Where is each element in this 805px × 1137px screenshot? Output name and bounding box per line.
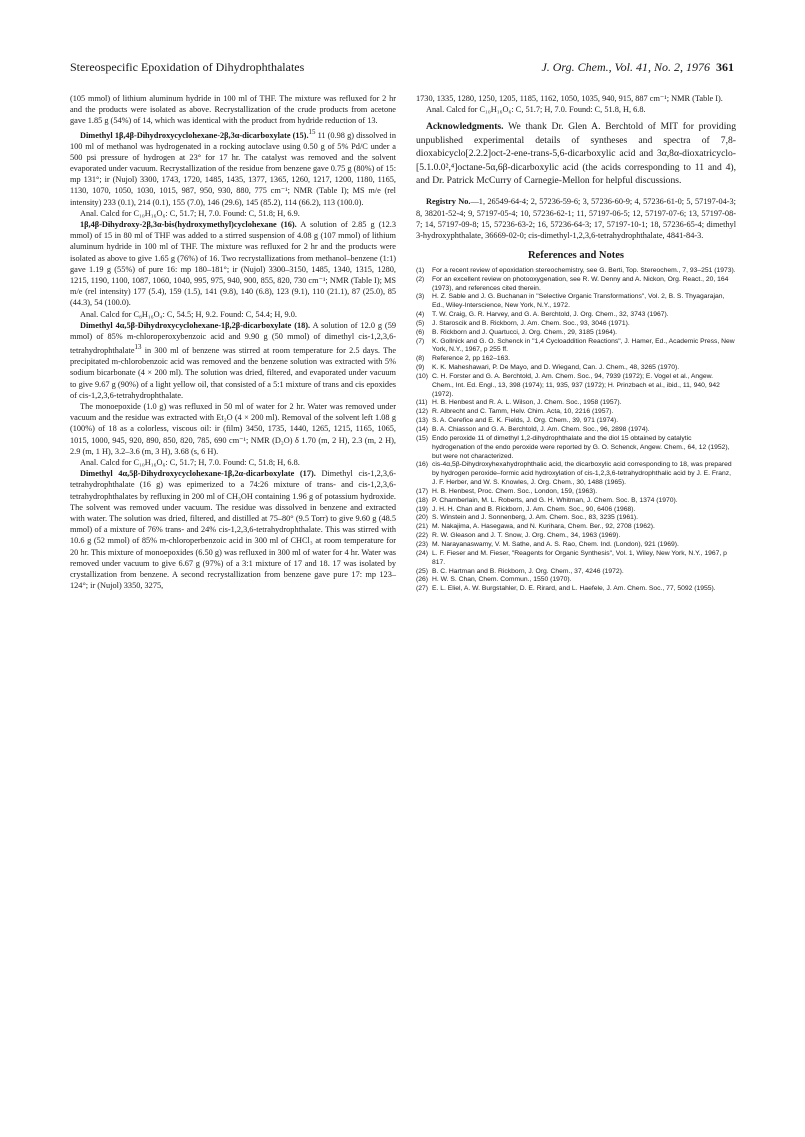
reference-number: (19): [416, 505, 429, 513]
reference-item: [416, 399, 736, 408]
running-title: Stereospecific Epoxidation of Dihydrophthalates: [70, 60, 305, 74]
references-title: References and Notes: [527, 249, 625, 261]
reference-number: (2): [416, 275, 425, 283]
reference-text: B. Rickborn and J. Quartucci, J. Org. Chem., 29, 3185 (1964).: [432, 328, 617, 336]
reference-number: (24): [416, 549, 429, 557]
acknowledgments-heading: Acknowledgments.: [426, 121, 504, 133]
reference-item: [416, 506, 736, 515]
reference-item: [416, 355, 736, 364]
text-compound-17: Dimethyl cis-1,2,3,6-tetrahydrophthalate (16 g) was epimerized to a 74:26 mixture of trans- and cis-1,2,3,6-tetrahydrophthalates by refluxing in 200 ml of CH₃OH containing 1.96 g of potassium hydroxide. The solvent was removed under vacuum. The residue was dissolved in benzene and extracted with water. The solution was dried, filtered, and distilled at 75–80° (9.5 Torr) to give 9.60 g (48.5 mmol) of a mixture of 76% trans- and 24% cis-1,2,3,6-tetrahydrophthalate. This was stirred with 10.6 g (52 mmol) of 85% m-chloroperbenzoic acid in 300 ml of CHCl₃ at room temperature for 20 hr. This mixture of monoepoxides (6.50 g) was refluxed in 300 ml of water for 4 hr. Water was removed under vacuum to give 6.67 g (97%) of a 3:1 mixture of 17 and 18. 17 was isolated by crystallization from benzene. A second recrystallization from benzene gave pure 17: mp 123–124°; ir (Nujol) 3350, 3275,: [70, 469, 397, 591]
reference-number: (16): [416, 461, 429, 469]
reference-item: [416, 523, 736, 532]
reference-number: (7): [416, 337, 425, 345]
reference-text: M. Narayanaswamy, V. M. Sathe, and A. S. Rao, Chem. Ind. (London), 921 (1969).: [432, 540, 679, 548]
reference-text: B. A. Chiasson and G. A. Berchtold, J. Am. Chem. Soc., 96, 2898 (1974).: [432, 426, 650, 433]
reference-item: [416, 276, 736, 294]
reference-text: K. K. Maheshawari, P. De Mayo, and D. Wiegand, Can. J. Chem., 48, 3265 (1970).: [432, 364, 680, 372]
reference-number: (14): [416, 426, 429, 433]
footnote-ref-15: 15: [308, 128, 316, 136]
reference-item: [416, 408, 736, 417]
reference-item: [416, 293, 736, 311]
reference-item: [416, 488, 736, 497]
reference-item: [416, 329, 736, 338]
reference-text: H. Z. Sable and J. G. Buchanan in "Selective Organic Transformations", Vol. 2, B. S. Thyagarajan, Ed., Wiley-Interscience, New York, N.Y., 1972.: [432, 293, 725, 310]
running-header: [70, 60, 734, 76]
text-compound-18-a: A solution of 12.0 g (59 mmol) of 85% m-chloroperoxybenzoic acid and 9.90 g (50 mmol) of dimethyl cis-1,2,3,6-tetrahydrophthalate: [70, 320, 396, 355]
text-compound-18-b: in 300 ml of benzene was stirred at room temperature for 2.5 days. The precipitated m-chlorobenzoic acid was removed and the benzene solution was extracted with 5% sodium bicarbonate (4 × 200 ml). The solution was dried, filtered, and evaporated under vacuum to give 9.67 g (90%) of a light yellow oil, that consisted of a 5:1 mixture of trans and cis epoxides of cis-1,2,3,6-tetrahydrophthalate.: [70, 346, 396, 400]
reference-item: [416, 435, 736, 462]
left-column: [70, 93, 396, 591]
reference-text: For a recent review of epoxidation stereochemistry, see G. Berti, Top. Stereochem., 7, 93–251 (1973).: [432, 266, 736, 274]
reference-number: (3): [416, 293, 425, 301]
right-column: [416, 93, 736, 594]
text-compound-15: 11 (0.98 g) dissolved in 100 ml of methanol was hydrogenated in a rocking autoclave using 0.50 g of 5% Pd/C under a 500 psi pressure of hydrogen at 23° for 17 hr. The catalyst was removed and the solvent evaporated under vacuum. Recrystallization of the residue from benzene gave 0.75 g (80%) of 15: mp 131°; ir (Nujol) 3300, 1743, 1720, 1485, 1435, 1377, 1365, 1260, 1217, 1200, 1180, 1165, 1130, 1070, 1050, 1030, 1015, 987, 950, 930, 880, 775 cm⁻¹; NMR (Table I); MS m/e (rel intensity) 233 (0.1), 214 (0.1), 155 (7.0), 146 (29.6), 145 (85.2), 114 (66.2), 113 (100.0).: [70, 130, 397, 207]
reference-text: S. Winstein and J. Sonnenberg, J. Am. Chem. Soc., 83, 3235 (1961).: [432, 514, 638, 522]
reference-number: (15): [416, 434, 429, 442]
heading-compound-16: 1β,4β-Dihydroxy-2β,3α-bis(hydroxymethyl)cyclohexane (16).: [80, 220, 297, 229]
reference-number: (5): [416, 319, 425, 327]
heading-compound-15: Dimethyl 1β,4β-Dihydroxycyclohexane-2β,3α-dicarboxylate (15).: [80, 130, 309, 140]
paragraph-compound-18: [70, 320, 396, 401]
references-list: [416, 267, 736, 594]
reference-item: [416, 373, 736, 400]
reference-item: [416, 585, 736, 594]
page-number: 361: [716, 60, 734, 74]
analysis-compound-18: Anal. Calcd for C₁₀H₁₆O₆: C, 51.7; H, 7.0. Found: C, 51.8; H, 6.8.: [80, 458, 300, 468]
reference-item: [416, 497, 736, 506]
reference-item: [416, 364, 736, 373]
reference-item: [416, 417, 736, 426]
reference-number: (10): [416, 372, 429, 380]
reference-text: L. F. Fieser and M. Fieser, "Reagents for Organic Synthesis", Vol. 1, Wiley, New York, N.Y., 1967, p 817.: [432, 549, 727, 566]
heading-compound-17: Dimethyl 4α,5β-Dihydroxycyclohexane-1β,2α-dicarboxylate (17).: [80, 469, 316, 479]
reference-number: (17): [416, 487, 429, 495]
reference-number: (8): [416, 355, 425, 363]
reference-text: H. B. Henbest and R. A. L. Wilson, J. Chem. Soc., 1958 (1957).: [432, 399, 622, 407]
reference-number: (6): [416, 328, 425, 336]
reference-text: Reference 2, pp 162–163.: [432, 355, 511, 363]
reference-text: C. H. Forster and G. A. Berchtold, J. Am. Chem. Soc., 94, 7939 (1972); E. Vogel et al., Angew. Chem., Int. Ed. Engl., 13, 398 (1974); 11, 935, 937 (1972); H. Prinzbach et al., ibid., 11, 940, 942 (1972).: [432, 372, 720, 398]
reference-number: (9): [416, 364, 425, 372]
journal-citation: [541, 60, 734, 75]
reference-number: (20): [416, 514, 429, 522]
reference-number: (27): [416, 585, 429, 593]
reference-number: (21): [416, 523, 429, 531]
reference-text: T. W. Craig, G. R. Harvey, and G. A. Berchtold, J. Org. Chem., 32, 3743 (1967).: [432, 311, 669, 319]
reference-number: (12): [416, 408, 429, 416]
reference-item: [416, 426, 736, 435]
reference-number: (22): [416, 532, 429, 540]
reference-item: [416, 568, 736, 577]
reference-item: [416, 338, 736, 356]
reference-text: S. A. Cerefice and E. K. Fields, J. Org. Chem., 39, 971 (1974).: [432, 417, 619, 425]
reference-text: J. Staroscik and B. Rickborn, J. Am. Chem. Soc., 93, 3046 (1971).: [432, 319, 630, 327]
reference-text: P. Chamberlain, M. L. Roberts, and G. H. Whitman, J. Chem. Soc. B, 1374 (1970).: [432, 496, 678, 504]
journal-name: J. Org. Chem., Vol. 41, No. 2, 1976: [541, 60, 710, 74]
acknowledgments-text: We thank Dr. Glen A. Berchtold of MIT for providing unpublished experimental details of syntheses and spectra of 7,8-dioxabicyclo[2.2.2]oct-2-ene-trans-5,6-dicarboxylic acid and 3α,8α-dioxatricyclo-[5.1.0.0²,⁴]octane-5α,6β-dicarboxylic acid (the acids corresponding to 11 and 4), and Dr. Patrick McCurry of Carnegie-Mellon for helpful discussions.: [416, 121, 736, 187]
heading-compound-18: Dimethyl 4α,5β-Dihydroxycyclohexane-1β,2β-dicarboxylate (18).: [80, 320, 311, 330]
reference-item: [416, 311, 736, 320]
reference-text: cis-4α,5β-Dihydroxyhexahydrophthalic acid, the dicarboxylic acid corresponding to 18, was prepared by hydrogen peroxide–formic acid hydroxylation of cis-1,2,3,6-tetrahydrophthalic acid by J. E. Franz, J. F. Herber, and W. S. Knowles, J. Org. Chem., 30, 1488 (1965).: [432, 461, 732, 487]
text-compound-16: A solution of 2.85 g (12.3 mmol) of 15 in 80 ml of THF was added to a stirred suspension of 4.08 g (107 mmol) of lithium aluminum hydride in 100 ml of THF. The mixture was refluxed for 2 hr and the products were isolated as above to give 1.65 g (76%) of 16. Two recrystallizations from methanol–benzene (1:1) gave 1.19 g (55%) of pure 16: mp 180–181°; ir (Nujol) 3300–3150, 1485, 1340, 1315, 1280, 1215, 1190, 1100, 1087, 1060, 1040, 995, 975, 940, 900, 855, 820, 730 cm⁻¹; NMR (Table I); MS m/e (rel intensity) 177 (5.4), 159 (1.5), 141 (9.8), 140 (6.8), 123 (9.1), 110 (21.1), 87 (25.0), 85 (44.3), 54 (100.0).: [70, 220, 396, 308]
paragraph-hydrolysis: The monoepoxide (1.0 g) was refluxed in 50 ml of water for 2 hr. Water was removed under vacuum and the residue was extracted with Et₂O (4 × 200 ml). Removal of the solvent left 1.08 g (100%) of 18 as a colorless, viscous oil: ir (film) 3450, 1735, 1440, 1265, 1215, 1165, 1065, 1015, 1000, 945, 920, 890, 850, 820, 785, 690 cm⁻¹; NMR (D₂O) δ 1.70 (m, 2 H), 2.3 (m, 2 H), 2.9 (m, 1 H), 3.2–3.6 (m, 3 H), 3.68 (s, 6 H).: [70, 402, 396, 456]
reference-text: Endo peroxide 11 of dimethyl 1,2-dihydrophthalate and the diol 15 obtained by catalytic hydrogenation of the endo peroxide were reported by G. O. Schenck, Angew. Chem., 64, 12 (1952), but were not characterized.: [432, 434, 730, 460]
reference-item: [416, 532, 736, 541]
reference-number: (25): [416, 567, 429, 575]
reference-item: [416, 267, 736, 276]
reference-text: K. Gollnick and G. O. Schenck in "1,4 Cycloaddition Reactions", J. Hamer, Ed., Academic Press, New York, N.Y., 1967, p 255 ff.: [432, 337, 735, 354]
reference-text: J. H. H. Chan and B. Rickborn, J. Am. Chem. Soc., 90, 6406 (1968).: [432, 505, 636, 513]
reference-item: [416, 320, 736, 329]
reference-text: B. C. Hartman and B. Rickborn, J. Org. Chem., 37, 4246 (1972).: [432, 567, 624, 575]
reference-text: R. Albrecht and C. Tamm, Helv. Chim. Acta, 10, 2216 (1957).: [432, 408, 614, 416]
reference-number: (4): [416, 311, 425, 319]
reference-number: (13): [416, 417, 429, 425]
reference-text: H. B. Henbest, Proc. Chem. Soc., London, 159, (1963).: [432, 487, 598, 495]
reference-item: [416, 576, 736, 585]
reference-text: E. L. Eliel, A. W. Burgstahler, D. E. Rirard, and L. Haefele, J. Am. Chem. Soc., 77, 5092 (1955).: [432, 585, 716, 593]
paragraph-intro: (105 mmol) of lithium aluminum hydride in 100 ml of THF. The mixture was refluxed for 2 hr and the products were isolated as above. Recrystallization of the crude products from acetone gave 1.85 g (54%) of 14, which was identical with the product from hydride reduction of 13.: [70, 94, 396, 126]
reference-number: (23): [416, 540, 429, 548]
reference-text: R. W. Gleason and J. T. Snow, J. Org. Chem., 34, 1963 (1969).: [432, 532, 621, 540]
reference-number: (18): [416, 496, 429, 504]
paragraph-compound-16: [70, 219, 396, 309]
paragraph-compound-15: [70, 127, 396, 208]
analysis-compound-17: Anal. Calcd for C₁₀H₁₆O₆: C, 51.7; H, 7.0. Found: C, 51.8, H, 6.8.: [426, 105, 646, 115]
reference-text: For an excellent review on photooxygenation, see R. W. Denny and A. Nickon, Org. React., 20, 164 (1973), and references cited therein.: [432, 275, 729, 292]
continuation-text: 1730, 1335, 1280, 1250, 1205, 1185, 1162, 1050, 1035, 940, 915, 887 cm⁻¹; NMR (Table I).: [416, 94, 723, 103]
analysis-compound-16: Anal. Calcd for C₈H₁₆O₄: C, 54.5; H, 9.2. Found: C, 54.4; H, 9.0.: [80, 309, 297, 319]
reference-text: M. Nakajima, A. Hasegawa, and N. Kurihara, Chem. Ber., 92, 2708 (1962).: [432, 523, 655, 531]
registry-heading: Registry No.: [426, 197, 471, 207]
reference-item: [416, 541, 736, 550]
reference-item: [416, 550, 736, 568]
reference-text: H. W. S. Chan, Chem. Commun., 1550 (1970).: [432, 576, 572, 584]
reference-number: (1): [416, 266, 425, 274]
registry-text: —1, 26549-64-4; 2, 57236-59-6; 3, 57236-60-9; 4, 57236-61-0; 5, 57197-04-3; 8, 38201-52-4; 9, 57197-05-4; 10, 57236-62-1; 11, 57197-06-5; 12, 57197-07-6; 13, 57197-08-7; 14, 57197-09-8; 15, 57236-63-2; 16, 57236-64-3; 17, 57197-10-1; 18, 57236-65-4; dimethyl 3-hydroxyphthalate, 36669-02-0; cis-dimethyl-1,2,3,6-tetrahydrophthalate, 4841-84-3.: [416, 197, 736, 240]
paragraph-compound-17: [70, 468, 396, 591]
acknowledgments: [416, 120, 736, 187]
reference-number: (11): [416, 399, 428, 407]
footnote-ref-13: 13: [134, 344, 142, 352]
reference-number: (26): [416, 576, 429, 584]
analysis-compound-15: Anal. Calcd for C₁₀H₁₆O₆: C, 51.7; H, 7.0. Found: C, 51.8; H, 6.9.: [80, 208, 300, 218]
reference-item: [416, 514, 736, 523]
reference-item: [416, 461, 736, 488]
registry-numbers: [416, 196, 736, 240]
